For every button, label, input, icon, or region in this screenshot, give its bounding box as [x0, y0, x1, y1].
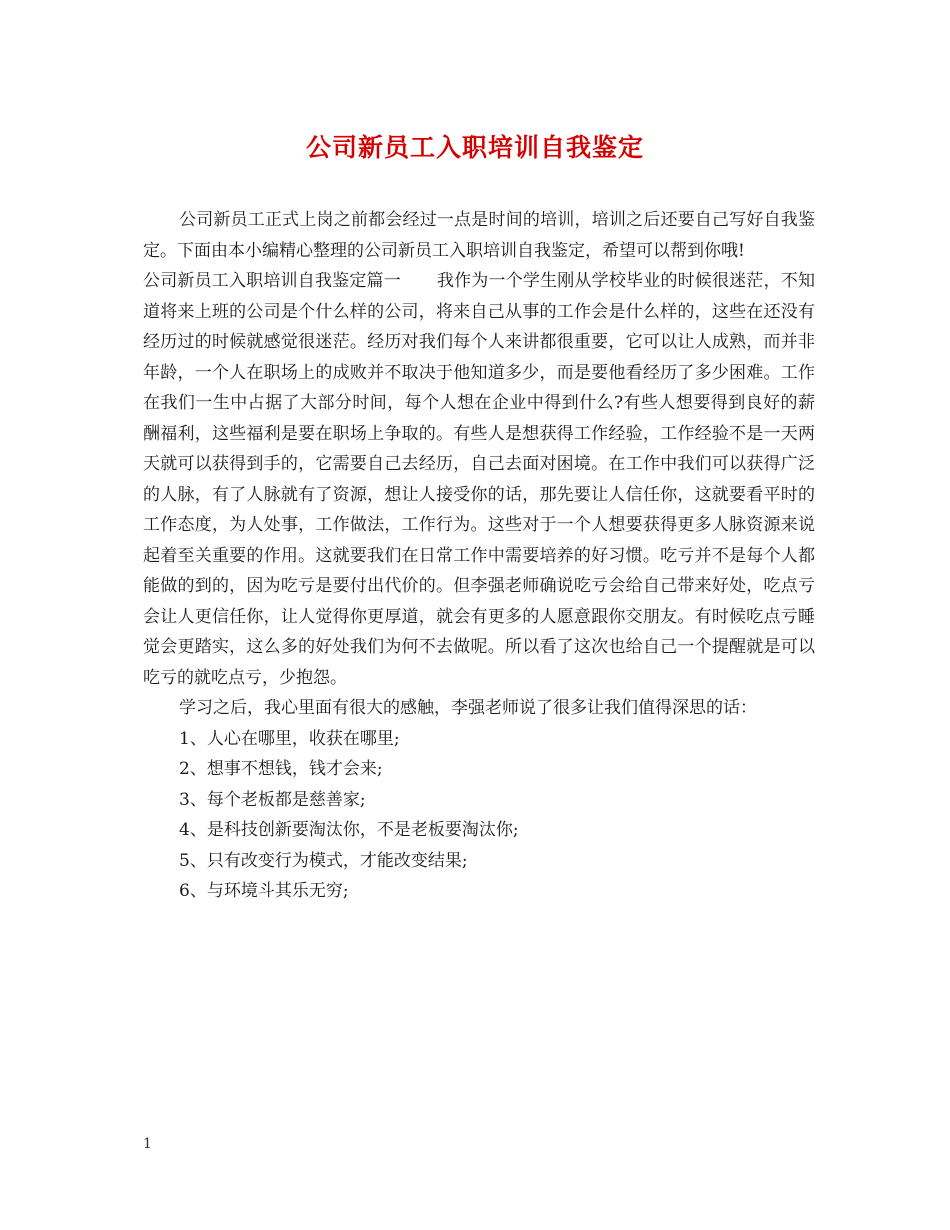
reflection-paragraph: 学习之后，我心里面有很大的感触，李强老师说了很多让我们值得深思的话： — [179, 698, 757, 718]
document-body — [143, 205, 815, 907]
section-body: 我作为一个学生刚从学校毕业的时候很迷茫，不知道将来上班的公司是个什么样的公司，将来自己从事的工作会是什么样的，这些在还没有经历过的时候就感觉很迷茫。经历对我们每个人来讲都很重要，它可以让人成熟，而并非年龄，一个人在职场上的成败并不取决于他知道多少，而是要他看经历了多少困难。工作在我们一生中占据了大部分时间，每个人想在企业中得到什么?有些人想要得到良好的薪酬福利，这些福利是要在职场上争取的。有些人是想获得工作经验，工作经验不是一天两天就可以获得到手的，它需要自己去经历，自己去面对困境。在工作中我们可以获得广泛的人脉，有了人脉就有了资源，想让人接受你的话，那先要让人信任你，这就要看平时的工作态度，为人处事，工作做法，工作行为。这些对于一个人想要获得更多人脉资源来说起着至关重要的作用。这就要我们在日常工作中需要培养的好习惯。吃亏并不是每个人都能做的到的，因为吃亏是要付出代价的。但李强老师确说吃亏会给自己带来好处，吃点亏会让人更信任你，让人觉得你更厚道，就会有更多的人愿意跟你交朋友。有时候吃点亏睡觉会更踏实，这么多的好处我们为何不去做呢。所以看了这次也给自己一个提醒就是可以吃亏的就吃点亏，少抱怨。 — [143, 271, 816, 688]
points-list — [143, 724, 815, 907]
section-heading: 公司新员工入职培训自我鉴定篇一 — [143, 271, 401, 291]
intro-paragraph: 公司新员工正式上岗之前都会经过一点是时间的培训，培训之后还要自己写好自我鉴定。下面由本小编精心整理的公司新员工入职培训自我鉴定，希望可以帮到你哦! — [143, 210, 815, 261]
section-paragraph — [143, 266, 815, 693]
list-item: 6、与环境斗其乐无穷; — [179, 881, 349, 901]
document-title: 公司新员工入职培训自我鉴定 — [305, 133, 644, 162]
list-item: 5、只有改变行为模式，才能改变结果; — [179, 850, 468, 871]
list-item: 4、是科技创新要淘汰你，不是老板要淘汰你; — [179, 820, 519, 840]
list-item: 2、想事不想钱，钱才会来; — [179, 759, 383, 779]
list-item: 1、人心在哪里，收获在哪里; — [179, 728, 400, 749]
list-item: 3、每个老板都是慈善家; — [179, 789, 366, 810]
page-number: 1 — [143, 1136, 152, 1152]
